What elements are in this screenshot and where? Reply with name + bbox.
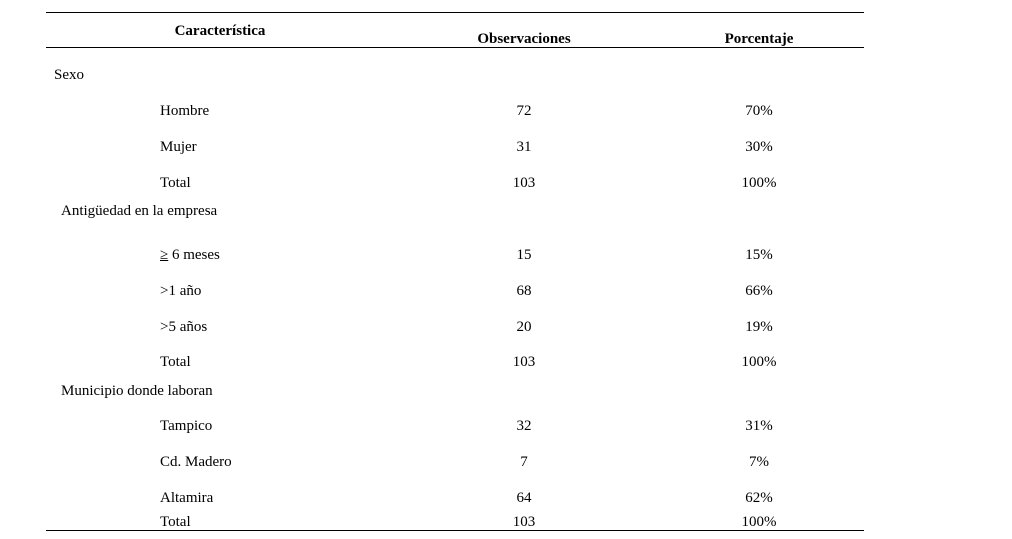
row-observations: 68 — [516, 283, 532, 299]
section-title-antiguedad: Antigüedad en la empresa — [61, 203, 218, 219]
row-label: Mujer — [160, 139, 197, 155]
row-label-text: 6 meses — [168, 247, 220, 263]
row-label: >5 años — [160, 319, 208, 335]
row-percentage: 70% — [745, 103, 773, 119]
row-percentage: 66% — [745, 283, 773, 299]
header-percentage: Porcentaje — [724, 31, 794, 47]
table-bottom-rule — [46, 530, 864, 531]
row-observations: 103 — [512, 175, 536, 191]
row-observations: 72 — [516, 103, 532, 119]
row-percentage: 30% — [745, 139, 773, 155]
row-observations: 103 — [512, 354, 536, 370]
row-observations: 31 — [516, 139, 532, 155]
row-percentage: 100% — [741, 175, 777, 191]
row-observations: 32 — [516, 418, 532, 434]
row-observations: 7 — [520, 454, 528, 470]
row-percentage: 100% — [741, 354, 777, 370]
row-label: Tampico — [160, 418, 213, 434]
section-title-sexo: Sexo — [54, 67, 84, 83]
row-label — [160, 246, 220, 264]
row-observations: 15 — [516, 247, 532, 263]
row-label: Hombre — [160, 103, 210, 119]
table-top-rule — [46, 12, 864, 13]
greater-equal-symbol: ≥ — [160, 247, 169, 263]
row-percentage: 19% — [745, 319, 773, 335]
header-characteristic: Característica — [174, 23, 266, 39]
section-title-municipio: Municipio donde laboran — [61, 383, 213, 399]
row-label-total: Total — [160, 514, 191, 530]
row-label-total: Total — [160, 175, 191, 191]
row-observations: 64 — [516, 490, 532, 506]
row-percentage: 100% — [741, 514, 777, 530]
row-observations: 20 — [516, 319, 532, 335]
row-label-total: Total — [160, 354, 191, 370]
row-label: Altamira — [160, 490, 214, 506]
row-label: >1 año — [160, 283, 202, 299]
table-header-rule — [46, 47, 864, 48]
row-percentage: 7% — [749, 454, 769, 470]
row-percentage: 62% — [745, 490, 773, 506]
row-observations: 103 — [512, 514, 536, 530]
header-observations: Observaciones — [477, 31, 571, 47]
row-percentage: 15% — [745, 247, 773, 263]
row-label: Cd. Madero — [160, 454, 232, 470]
row-percentage: 31% — [745, 418, 773, 434]
